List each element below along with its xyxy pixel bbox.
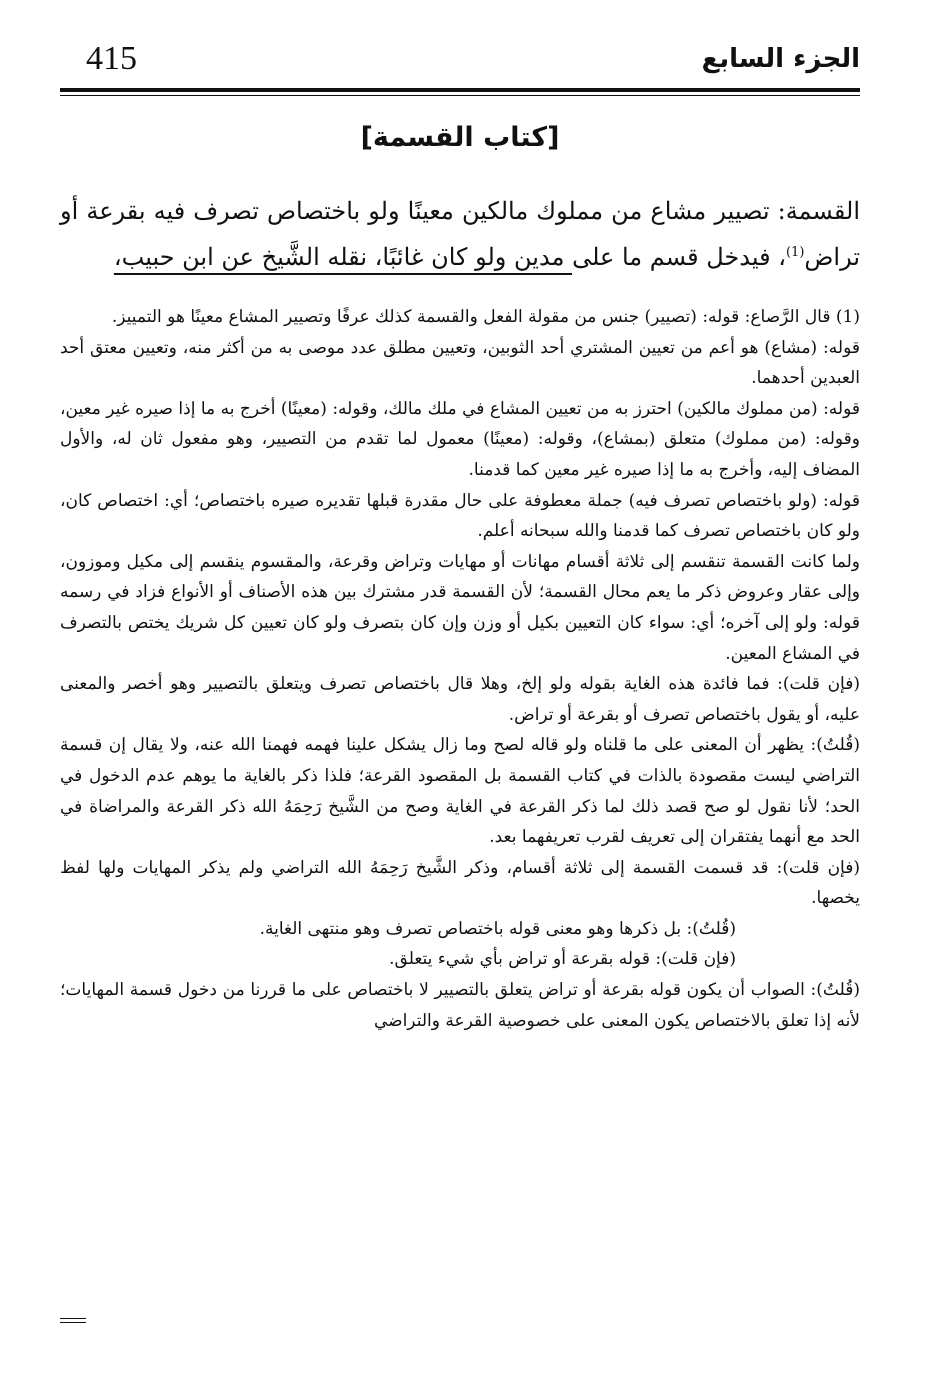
footnote-paragraph: قوله: (من مملوك مالكين) احترز به من تعيين المشاع في ملك مالك، وقوله: (معينًا) أخرج به ما إذا صيره غير معين، وقوله: (من مملوك) متعلق (بمشاع)، وقوله: (معينًا) معمول لما تقدم من التصيير، وهو مفعول ثان له، والأول المضاف إليه، وأخرج به ما إذا صيره غير معين كما قدمنا. [60, 398, 860, 480]
footnote-paragraph: قوله: (مشاع) هو أعم من تعيين المشتري أحد الثوبين، وتعيين مطلق عدد موصى به من أكثر منه، وتعيين معتق أحد العبدين أحدهما. [60, 337, 860, 389]
running-title: الجزء السابع [701, 44, 860, 74]
main-text-mid: ، فيدخل قسم ما على [572, 243, 786, 271]
main-text-lead: القسمة: تصيير مشاع من مملوك مالكين معينًا ولو باختصاص تصرف فيه بقرعة أو تراض [60, 197, 860, 271]
header-rule-thin [60, 95, 860, 96]
main-text-tail: مدين ولو كان غائبًا، نقله الشَّيخ عن ابن حبيب، [113, 243, 573, 271]
footnote-reference: (1) [785, 245, 805, 260]
footnotes [60, 302, 860, 1036]
header-rule-thick [60, 88, 860, 92]
footnote-paragraph: (قُلتُ): يظهر أن المعنى على ما قلناه ولو قاله لصح وما زال يشكل علينا فهمه فهمنا الله عنه، ولا يقال إن قسمة التراضي ليست مقصودة بالذات في كتاب القسمة بل المقصود القرعة؛ فلذا ذكر بالغاية ما يوهم عدم الدخول في الحد؛ لأنا نقول لو صح قصد ذلك لما ذكر القرعة في الغاية وصح من الشَّيخ رَحِمَهُ الله ذكر القرعة والمراضاة في الحد مع أنهما يفتقران إلى تعريف لقرب تعريفهما بعد. [60, 735, 860, 848]
page-number: 415 [86, 40, 137, 77]
footnote-paragraph: (فإن قلت): قوله بقرعة أو تراض بأي شيء يتعلق. [389, 949, 736, 970]
footnote-paragraph: (فإن قلت): فما فائدة هذه الغاية بقوله ولو إلخ، وهلا قال باختصاص تصرف ويتعلق بالتصيير وهو أخصر والمعنى عليه، أو يقول باختصاص تصرف أو بقرعة أو تراض. [60, 674, 860, 725]
footnote-paragraph: (قُلتُ): بل ذكرها وهو معنى قوله باختصاص تصرف وهو منتهى الغاية. [259, 918, 736, 939]
chapter-title: [كتاب القسمة] [360, 122, 560, 153]
footnote-paragraph: قوله: (ولو باختصاص تصرف فيه) جملة معطوفة على حال مقدرة قبلها تقديره صيره باختصاص؛ أي: اختصاص كان، ولو كان باختصاص تصرف كما قدمنا والله سبحانه أعلم. [60, 490, 860, 542]
footnote-paragraph: (1) قال الرَّصاع: قوله: (تصيير) جنس من مقولة الفعل والقسمة كذلك عرفًا وتصيير المشاع معينًا هو التمييز. [111, 307, 860, 327]
footnote-paragraph: (قُلتُ): الصواب أن يكون قوله بقرعة أو تراض يتعلق بالتصيير لا باختصاص على ما قررنا من دخول قسمة المهايات؛ لأنه إذا تعلق بالاختصاص يكون المعنى على خصوصية القرعة والتراضي [60, 980, 860, 1031]
main-text [60, 188, 860, 280]
page-header [60, 30, 860, 96]
footnote-paragraph: ولما كانت القسمة تنقسم إلى ثلاثة أقسام مهانات أو مهايات وتراض وقرعة، والمقسوم ينقسم إلى مكيل وموزون، وإلى عقار وعروض ذكر ما يعم محال القسمة؛ لأن القسمة قدر مشترك بين هذه الأصناف أو الأنواع فزاد في رسمه قوله: ولو إلى آخره؛ أي: سواء كان التعيين بكيل أو وزن وإن كان بتصرف ولو كان تعيين كل شريك يختص بالتصرف في المشاع المعين. [60, 551, 860, 664]
footnote-paragraph: (فإن قلت): قد قسمت القسمة إلى ثلاثة أقسام، وذكر الشَّيخ رَحِمَهُ الله التراضي ولم يذكر المهايات ولها لفظ يخصها. [60, 857, 860, 909]
continuation-mark [60, 1318, 86, 1323]
